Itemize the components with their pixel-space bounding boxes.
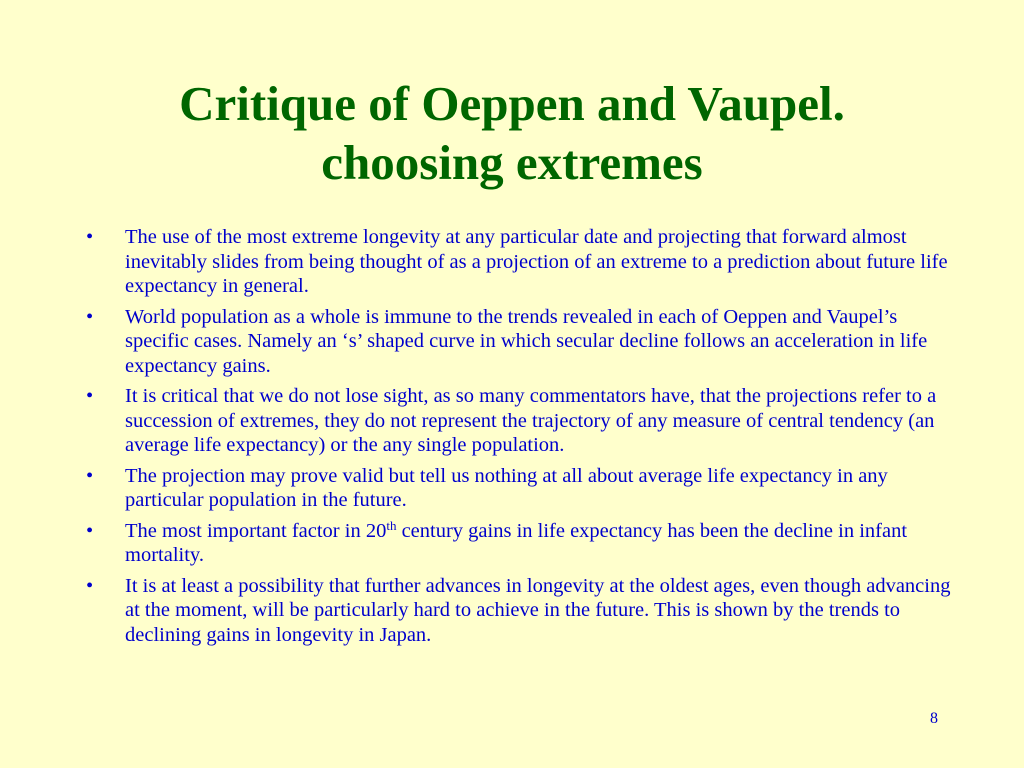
bullet-text: The use of the most extreme longevity at any particular date and projecting that forward almost inevitably slides from being thought of as a projection of an extreme to a prediction about future life expectancy in general. <box>125 226 948 297</box>
bullet-icon: • <box>86 574 94 597</box>
slide-title-line-2: choosing extremes <box>321 135 703 190</box>
bullet-icon: • <box>86 519 94 542</box>
bullet-icon: • <box>86 305 94 328</box>
bullet-text: It is critical that we do not lose sight, as so many commentators have, that the projections refer to a succession of extremes, they do not represent the trajectory of any measure of central tendency (an average life expectancy) or the any single population. <box>125 385 937 456</box>
bullet-item-1 <box>86 225 954 299</box>
bullet-text: World population as a whole is immune to the trends revealed in each of Oeppen and Vaupel’s specific cases. Namely an ‘s’ shaped curve in which secular decline follows an acceleration in life expectancy gains. <box>125 305 928 377</box>
page-number: 8 <box>930 710 938 727</box>
bullet-item-4 <box>86 464 954 513</box>
bullet-icon: • <box>86 226 94 248</box>
bullet-item-5 <box>86 519 954 568</box>
bullet-item-2 <box>86 305 954 379</box>
bullet-item-6 <box>86 574 954 648</box>
bullet-list <box>86 225 954 653</box>
slide-title-line-1: Critique of Oeppen and Vaupel. <box>179 76 845 131</box>
bullet-icon: • <box>86 385 94 407</box>
bullet-text-after: century gains in life expectancy has been the decline in infant mortality. <box>125 519 908 566</box>
bullet-text: The projection may prove valid but tell us nothing at all about average life expectancy in any particular population in the future. <box>125 464 888 511</box>
bullet-icon: • <box>86 464 94 487</box>
bullet-text-before: The most important factor in 20 <box>125 519 387 542</box>
bullet-item-3 <box>86 384 954 458</box>
bullet-text: It is at least a possibility that further advances in longevity at the oldest ages, even though advancing at the moment, will be particularly hard to achieve in the future. This is shown by the trends to declining gains in longevity in Japan. <box>125 574 951 646</box>
slide-title <box>60 74 964 192</box>
bullet-superscript: th <box>386 517 397 533</box>
bullet-text <box>125 517 908 567</box>
